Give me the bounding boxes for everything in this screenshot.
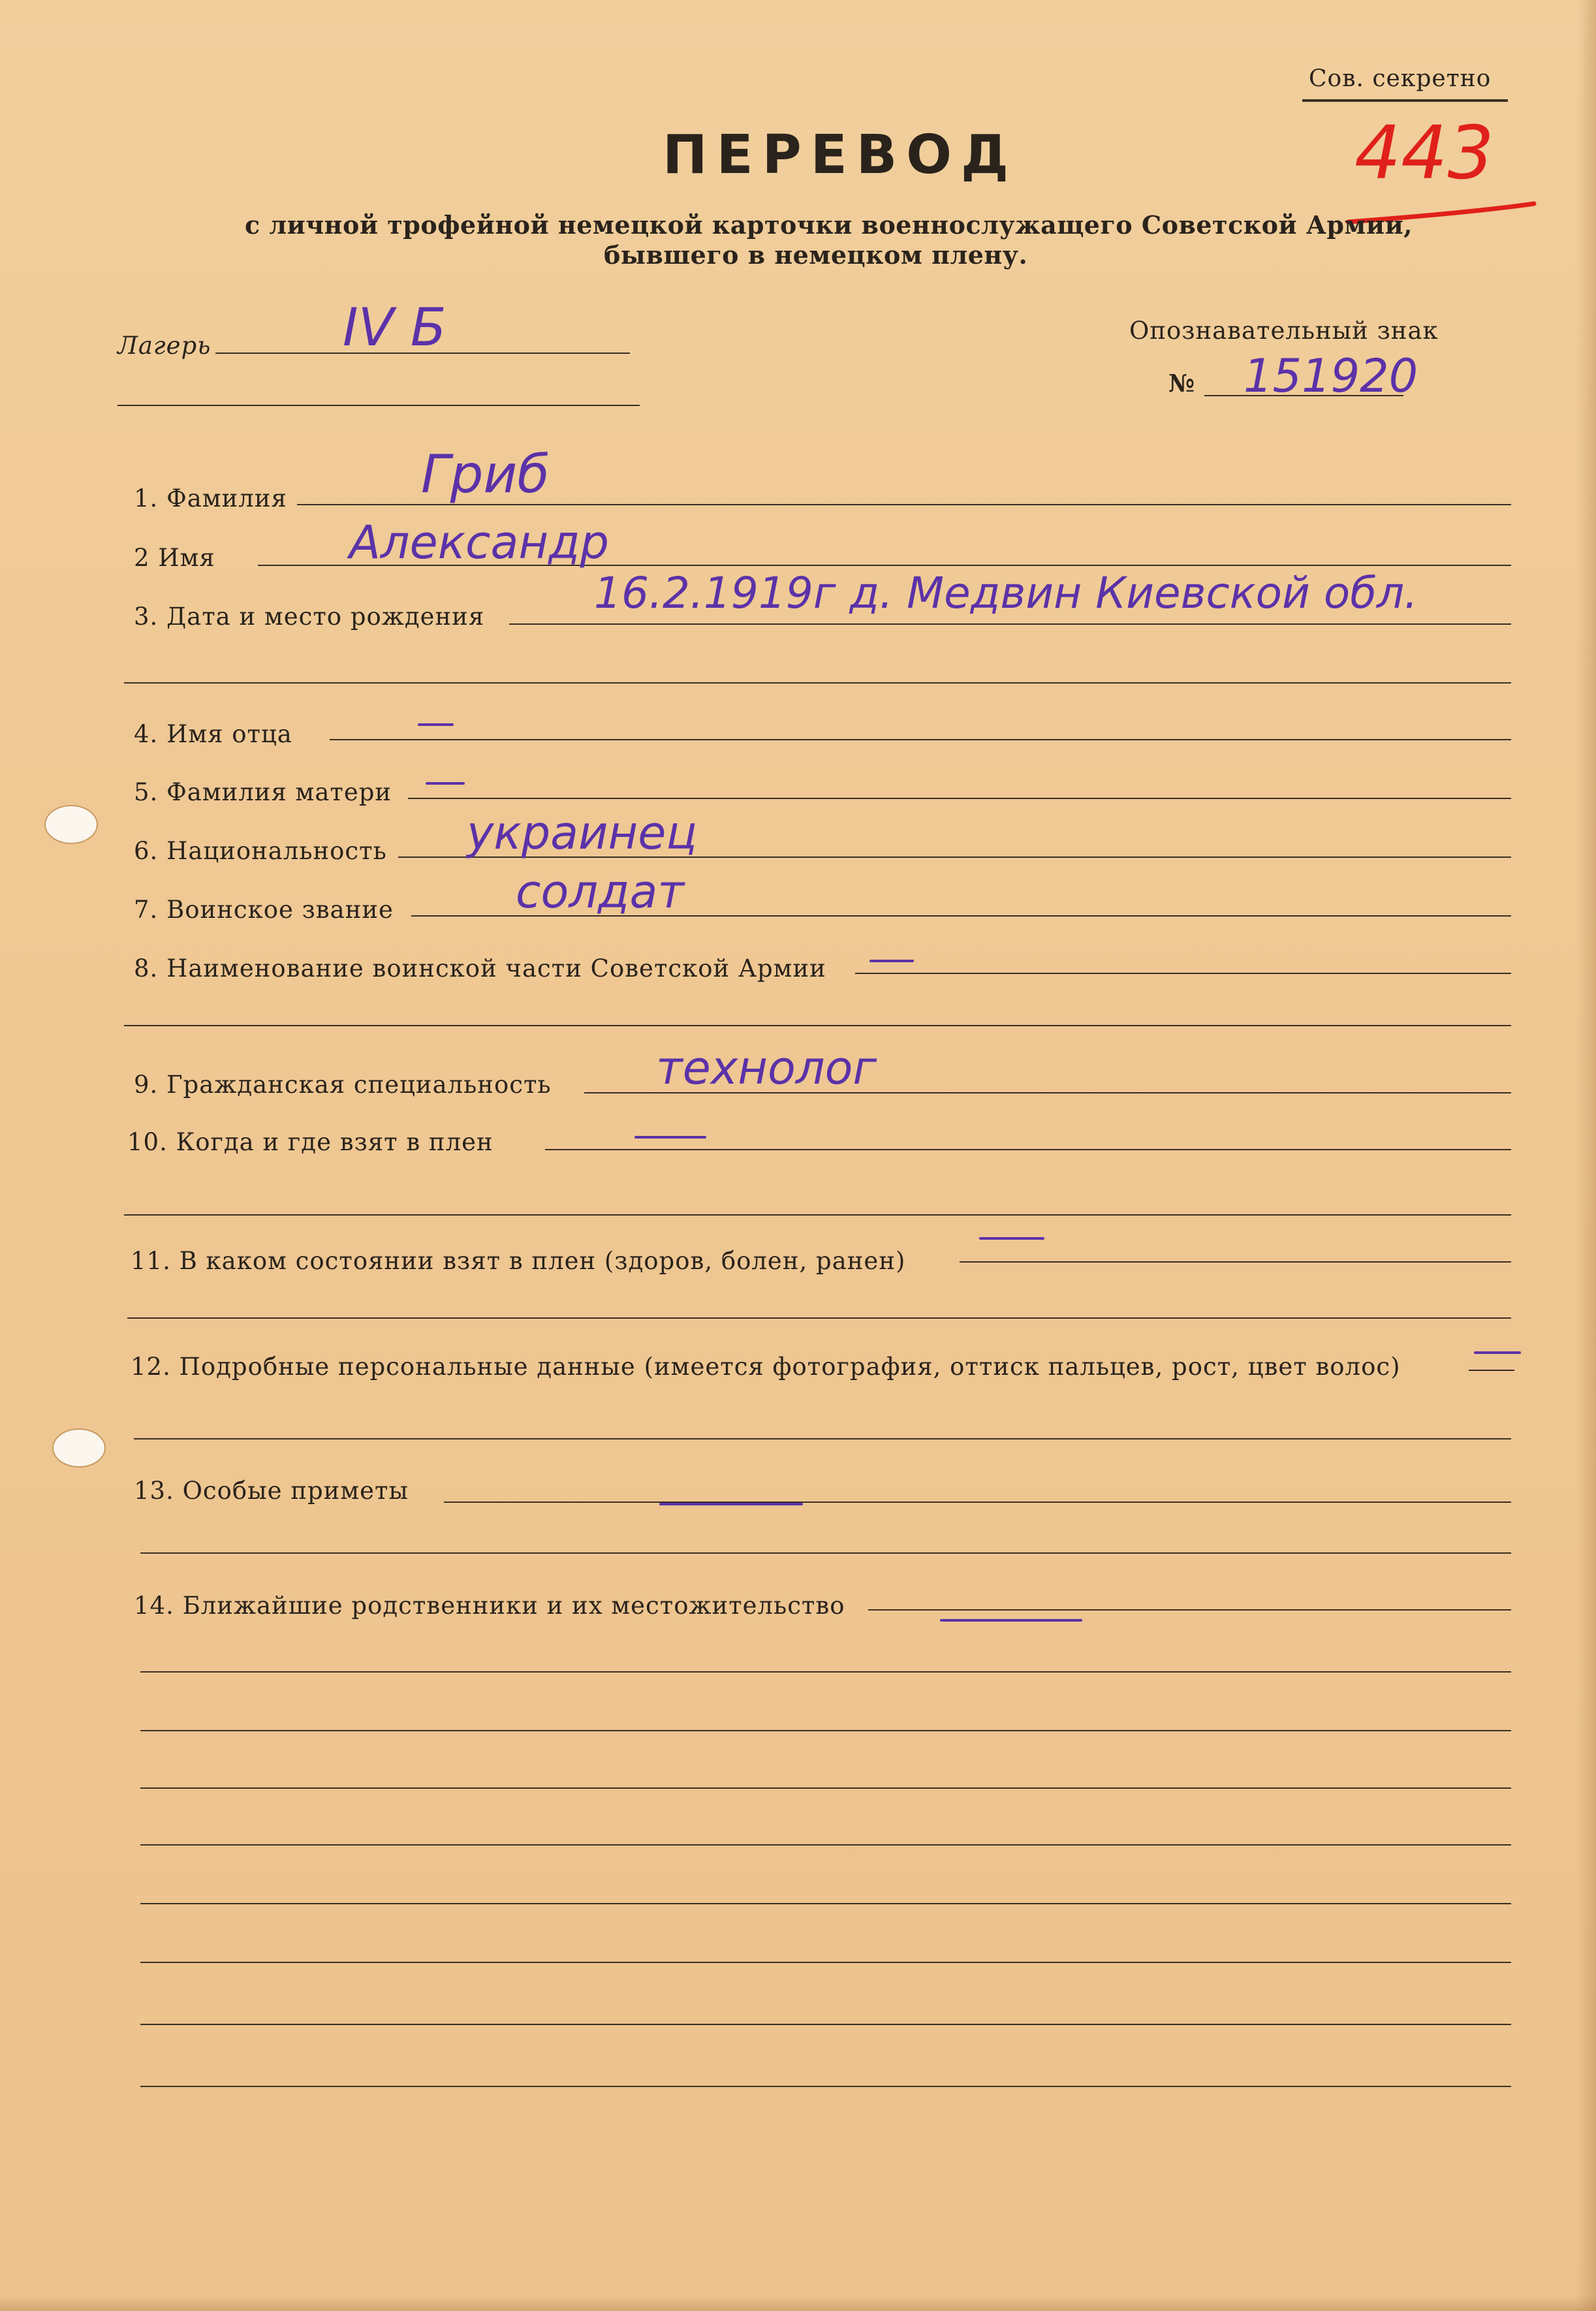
camp-line-2 (117, 405, 640, 406)
field-value-5-dash (426, 782, 465, 785)
field-line-3 (509, 623, 1511, 625)
camp-label: Лагерь (117, 332, 211, 360)
field-label-1: 1. Фамилия (134, 484, 287, 512)
subtitle-line-1: с личной трофейной немецкой карточки военнослужащего Советской Армии, (245, 210, 1413, 240)
id-tag-label: Опознавательный знак (1129, 317, 1439, 345)
field-value-14-dash (940, 1619, 1082, 1622)
field-value-2: Александр (349, 516, 609, 569)
field-value-7: солдат (516, 865, 685, 919)
field-line-12 (1469, 1370, 1514, 1371)
classification-stamp: Сов. секретно (1309, 65, 1492, 92)
field-label-9: 9. Гражданская специальность (134, 1071, 552, 1099)
blank-line (140, 1962, 1511, 1963)
field-value-8-dash (869, 960, 914, 962)
field-value-11-dash (979, 1237, 1044, 1240)
field-label-2: 2 Имя (134, 544, 215, 572)
field-value-4-dash (418, 723, 454, 726)
field-label-14: 14. Ближайшие родственники и их местожительство (134, 1592, 845, 1620)
field-line-11b (127, 1317, 1511, 1319)
field-label-3: 3. Дата и место рождения (134, 603, 485, 631)
field-label-8: 8. Наименование воинской части Советской Армии (134, 954, 826, 983)
field-label-7: 7. Воинское звание (134, 896, 394, 924)
id-tag-number-value: 151920 (1244, 349, 1418, 403)
field-value-10-dash (634, 1136, 706, 1139)
field-line-11 (960, 1261, 1511, 1263)
field-line-3b (124, 682, 1511, 684)
field-value-1: Гриб (421, 444, 550, 505)
blank-line (140, 1787, 1511, 1789)
blank-line (140, 2086, 1511, 2087)
blank-line (140, 2024, 1511, 2025)
field-label-6: 6. Национальность (134, 837, 387, 865)
field-value-13-dash (659, 1503, 803, 1505)
field-line-8 (855, 973, 1511, 974)
field-value-6: украинец (467, 806, 698, 860)
page-title: ПЕРЕВОД (663, 124, 1018, 186)
archive-number: 443 (1354, 111, 1494, 196)
blank-line (140, 1903, 1511, 1904)
field-value-3: 16.2.1919г д. Медвин Киевской обл. (594, 568, 1418, 618)
field-label-4: 4. Имя отца (134, 720, 292, 748)
blank-line (140, 1671, 1511, 1673)
field-line-4 (330, 739, 1511, 740)
field-label-5: 5. Фамилия матери (134, 778, 392, 806)
blank-line (140, 1730, 1511, 1731)
camp-value: IV Б (343, 297, 446, 358)
subtitle-line-2: бывшего в немецком плену. (604, 240, 1028, 270)
field-line-13 (444, 1501, 1511, 1503)
field-line-13b (140, 1552, 1511, 1554)
field-value-12-dash (1474, 1351, 1521, 1354)
field-label-10: 10. Когда и где взят в плен (127, 1128, 493, 1156)
id-tag-number-prefix: № (1168, 369, 1196, 398)
field-line-8b (124, 1025, 1511, 1026)
field-line-5 (408, 798, 1511, 799)
field-label-11: 11. В каком состоянии взят в плен (здоров, болен, ранен) (131, 1247, 906, 1275)
field-value-9: технолог (656, 1041, 877, 1095)
field-label-12: 12. Подробные персональные данные (имеется фотография, оттиск пальцев, рост, цвет волос) (131, 1353, 1401, 1381)
field-line-12b (134, 1438, 1511, 1439)
field-line-10b (124, 1214, 1511, 1216)
blank-line (140, 1844, 1511, 1846)
field-line-14 (868, 1609, 1511, 1611)
field-line-10 (545, 1149, 1511, 1150)
field-label-13: 13. Особые приметы (134, 1477, 409, 1505)
